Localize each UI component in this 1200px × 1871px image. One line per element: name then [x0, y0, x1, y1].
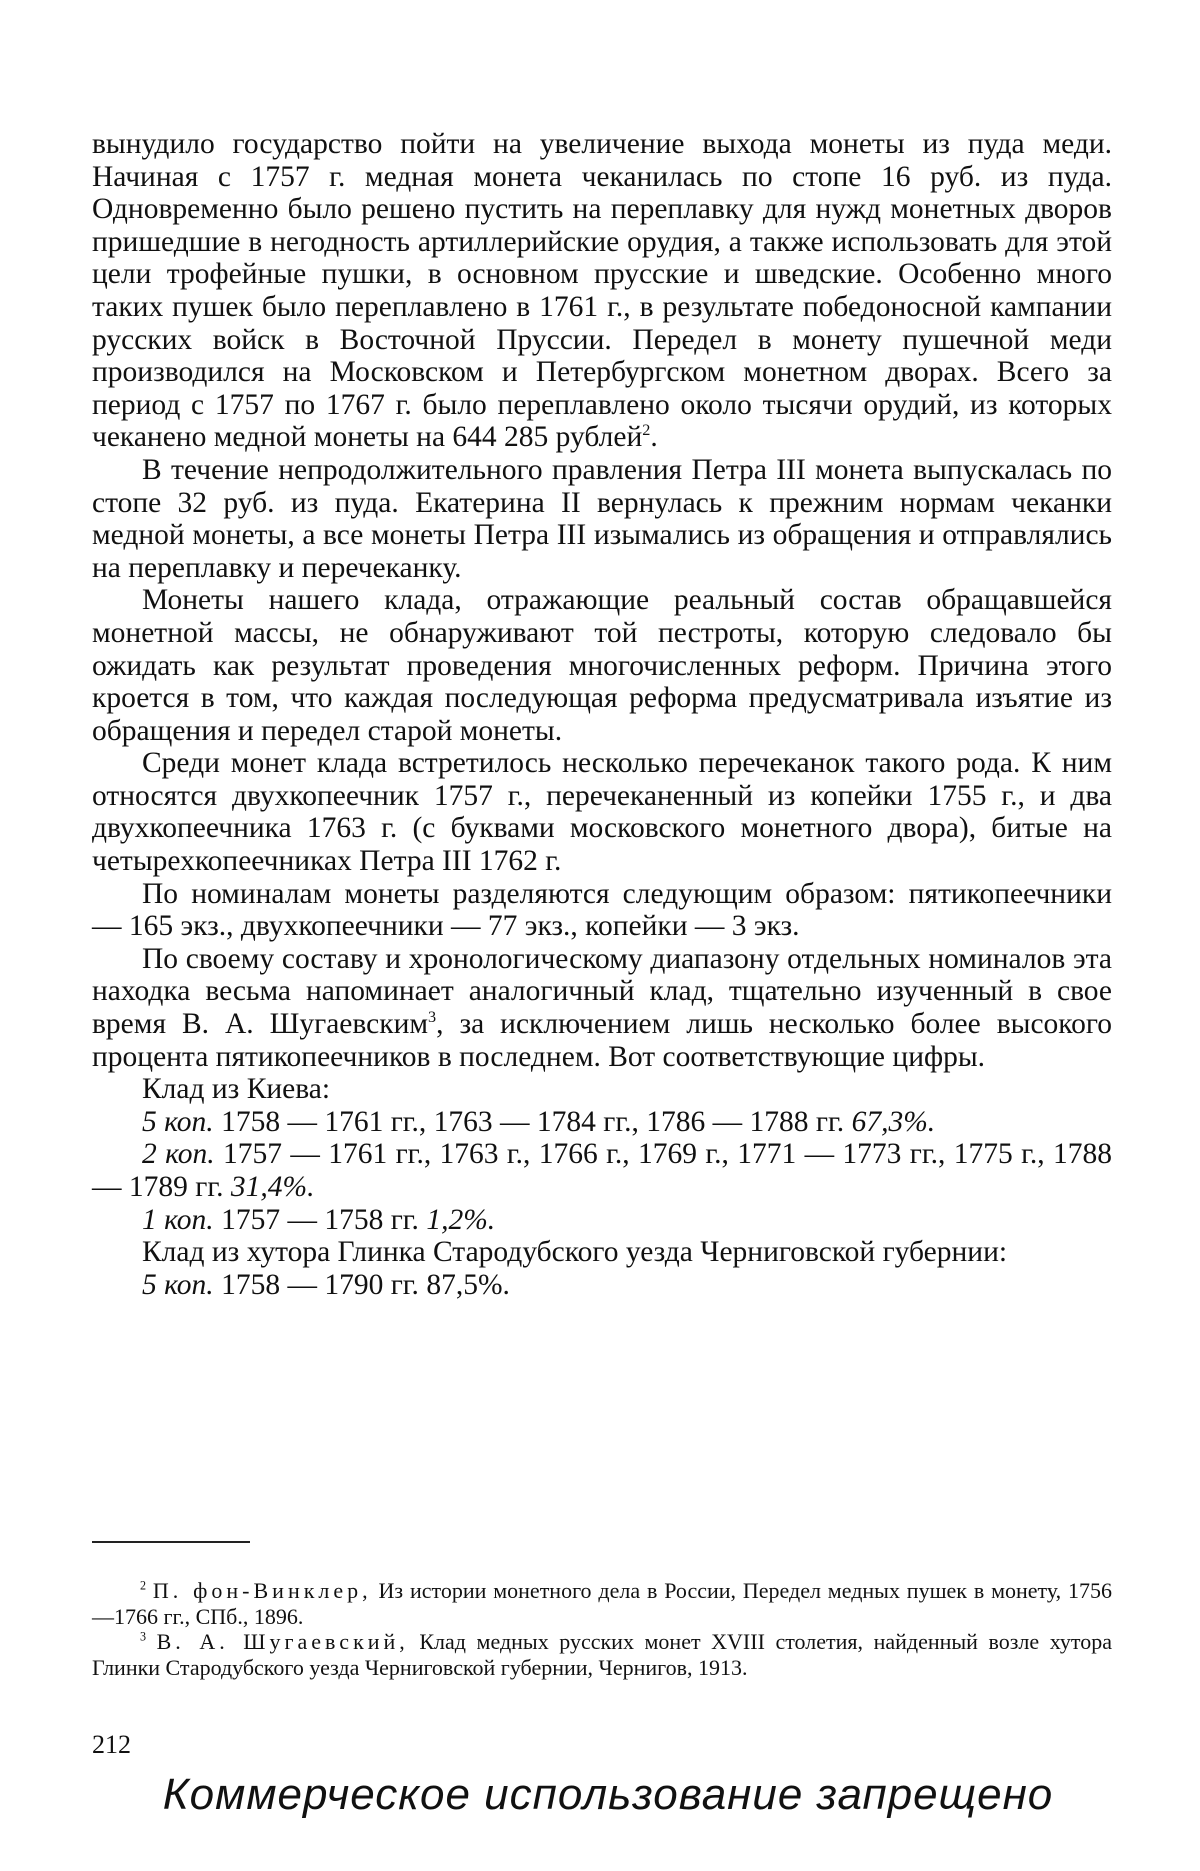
kiev-row-1-kop — [92, 1204, 1112, 1237]
footnote-separator — [92, 1541, 250, 1543]
footnote-3 — [92, 1629, 1112, 1680]
footnote-text: Клад медных русских монет XVIII столетия, найденный возле хутора Глинки Стародубского уезда Черниговской губернии, Чернигов, 1913. — [92, 1629, 1112, 1680]
footnote-ref-2: 2 — [642, 421, 651, 440]
footnote-text: Из истории монетного дела в России, Передел медных пушек в монету, 1756—1766 гг., СПб., 1896. — [92, 1578, 1113, 1629]
paragraph-5: По номиналам монеты разделяются следующим образом: пятикопеечники — 165 экз., двухкопеечники — 77 экз., копейки — 3 экз. — [92, 877, 1112, 943]
paragraph-4: Среди монет клада встретилось несколько перечеканок такого рода. К ним относятся двухкопеечник 1757 г., перечеканенный из копейки 1755 г., и два двухкопеечника 1763 г. (с буквами московского монетного двора), битые на четырехкопеечниках Петра III 1762 г. — [92, 747, 1112, 878]
years: 1757 — 1761 гг., 1763 г., 1766 г., 1769 г., 1771 — 1773 гг., 1775 г., 1788 — 1789 гг. — [92, 1138, 1112, 1203]
paragraph-2: В течение непродолжительного правления Петра III монета выпускалась по стопе 32 руб. из пуда. Екатерина II вернулась к прежним нормам чеканки медной монеты, а все монеты Петра III изымались из обращения и отправлялись на переплавку и перечеканку. — [92, 453, 1112, 584]
percent: 67,3%. — [851, 1105, 936, 1138]
footnote-author: П. фон-Винклер, — [152, 1578, 372, 1603]
page-number: 212 — [92, 1730, 131, 1759]
footnote-marker: 3 — [140, 1629, 147, 1644]
years: 1757 — 1758 гг. — [221, 1203, 419, 1236]
footnotes — [92, 1578, 1112, 1680]
paragraph-1: вынудило государство пойти на увеличение выхода монеты из пуда меди. Начиная с 1757 г. медная монета чеканилась по стопе 16 руб. из пуда. Одновременно было решено пустить на переплавку для нужд монетных дворов пришедшие в негодность артиллерийские орудия, а также использовать для этой цели трофейные пушки, в основном прусские и шведские. Особенно много таких пушек было переплавлено в 1761 г., в результате победоносной кампании русских войск в Восточной Пруссии. Передел в монету пушечной меди производился на Московском и Петербургском монетном дворах. Всего за период с 1757 по 1767 г. было переплавлено около тысячи орудий, из которых чеканено медной монеты на 644 285 рублей$^2$. — [92, 128, 1112, 454]
percent: 31,4%. — [230, 1171, 315, 1203]
years: 1758 — 1790 гг. — [221, 1268, 419, 1301]
years: 1758 — 1761 гг., 1763 — 1784 гг., 1786 — 1788 гг. — [221, 1105, 845, 1138]
paragraph-1-text: вынудило государство пойти на увеличение выхода монеты из пуда меди. Начиная с 1757 г. медная монета чеканилась по стопе 16 руб. из пуда. Одновременно было решено пустить на переплавку для нужд монетных дворов пришедшие в негодность артиллерийские орудия, а также использовать для этой цели трофейные пушки, в основном прусские и шведские. Особенно много таких пушек было переплавлено в 1761 г., в результате победоносной кампании русских войск в Восточной Пруссии. Передел в монету пушечной меди производился на Московском и Петербургском монетном дворах. Всего за период с 1757 по 1767 г. было переплавлено около тысячи орудий, из которых чеканено медной монеты на 644 285 рублей — [92, 128, 1112, 454]
watermark: Коммерческое использование запрещено — [162, 1770, 1054, 1819]
denomination: 2 коп. — [142, 1138, 215, 1171]
denomination: 5 коп. — [142, 1105, 214, 1138]
denomination: 1 коп. — [142, 1203, 214, 1236]
percent: 1,2%. — [426, 1203, 496, 1236]
paragraph-6: По своему составу и хронологическому диапазону отдельных номиналов эта находка весьма напоминает аналогичный клад, тщательно изученный в свое время В. А. Шугаевским$^3$, за исключением лишь несколько более высокого процента пятикопеечников в последнем. Вот соответствующие цифры. — [92, 942, 1112, 1073]
glinka-hoard-heading: Клад из хутора Глинка Стародубского уезда Черниговской губернии: — [142, 1236, 1008, 1269]
footnote-2 — [92, 1578, 1112, 1629]
paragraph-6-continuation: за исключением лишь несколько более высокого процента пятикопеечников в последнем. Вот соответствующие цифры. — [92, 1008, 1112, 1073]
glinka-row-5-kop — [92, 1269, 1112, 1302]
main-text — [92, 128, 1112, 1301]
denomination: 5 коп. — [142, 1268, 214, 1301]
footnote-author: В. А. Шугаевский, — [156, 1629, 409, 1654]
footnote-marker: 2 — [140, 1578, 147, 1593]
footnote-ref-3: 3 — [428, 1008, 437, 1027]
paragraph-3: Монеты нашего клада, отражающие реальный состав обращавшейся монетной массы, не обнаруживают той пестроты, которую следовало бы ожидать как результат проведения многочисленных реформ. Причина этого кроется в том, что каждая последующая реформа предусматривала изъятие из обращения и передел старой монеты. — [92, 584, 1112, 747]
percent: 87,5%. — [426, 1268, 510, 1301]
kiev-row-2-kop — [92, 1138, 1112, 1203]
kiev-row-5-kop — [92, 1106, 1112, 1139]
kiev-hoard-heading: Клад из Киева: — [142, 1073, 331, 1106]
paragraph-6-text: По своему составу и хронологическому диапазону отдельных номиналов эта находка весьма напоминает аналогичный клад, тщательно изученный в свое время В. А. Шугаевским — [92, 942, 1112, 1041]
